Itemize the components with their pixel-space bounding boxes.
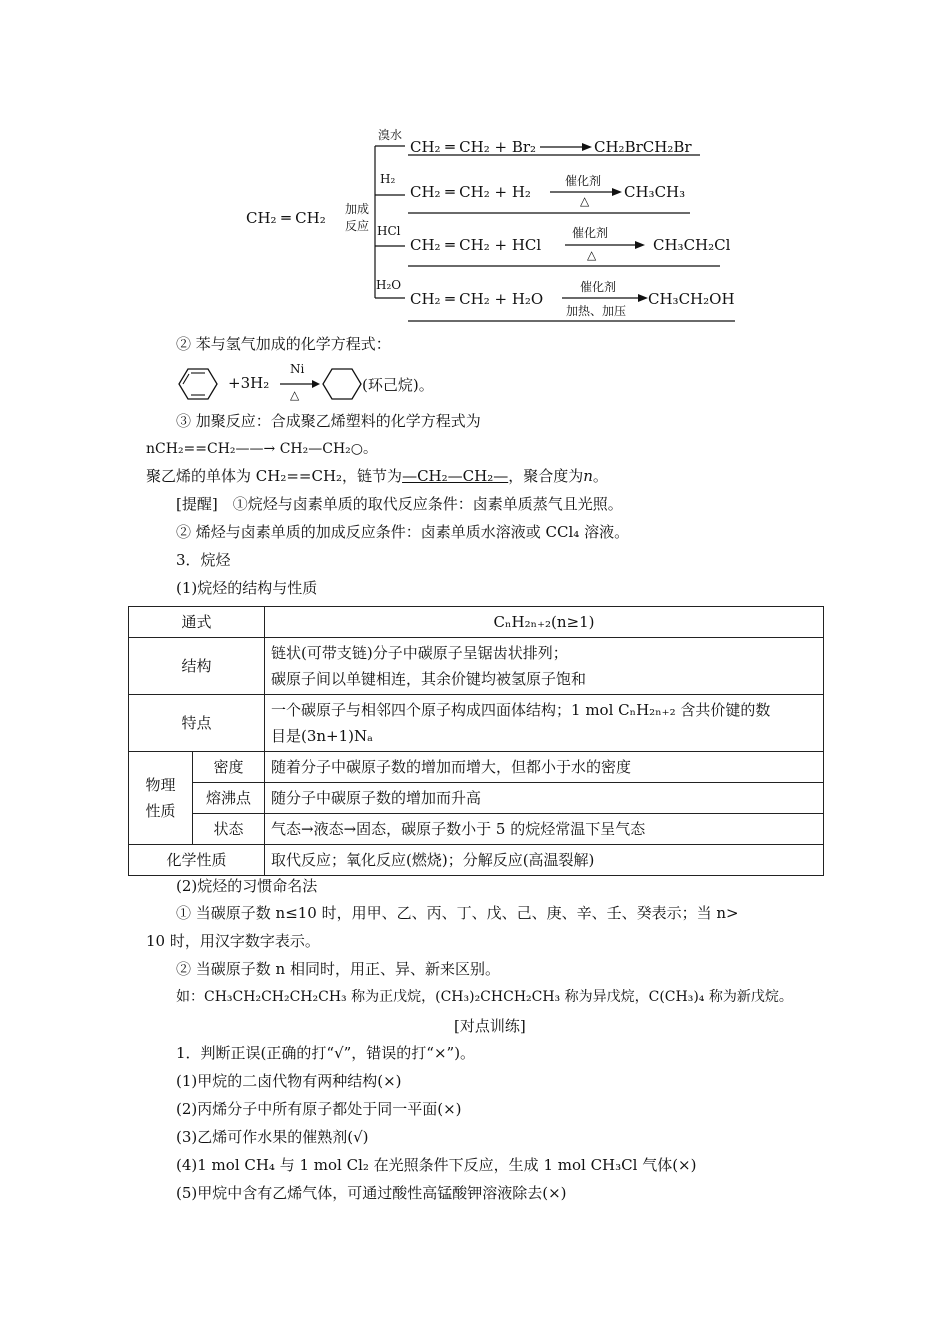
branch-2-cond-bottom: △ — [580, 194, 590, 208]
poly-heading: ③ 加聚反应：合成聚乙烯塑料的化学方程式为 — [176, 412, 481, 430]
branch-3-cond-top: 催化剂 — [572, 226, 609, 240]
poly-chain-link: —CH₂—CH₂— — [402, 467, 509, 485]
poly-monomer-line — [146, 466, 608, 486]
table-value-structure-2: 碳原子间以单键相连，其余价键均被氢原子饱和 — [271, 670, 587, 688]
branch-2-product: CH₃CH₃ — [624, 183, 686, 201]
table-label-feature: 特点 — [129, 695, 265, 752]
branch-2-reagent: H₂ — [380, 172, 396, 186]
poly-equation: nCH₂==CH₂——→ CH₂—CH₂○。 — [146, 441, 378, 457]
table-value-boiling: 随分子中碳原子数的增加而升高 — [265, 783, 824, 814]
branch-1-reagent: 溴水 — [378, 128, 403, 142]
naming-p2: ② 当碳原子数 n 相同时，用正、异、新来区别。 — [176, 960, 500, 978]
branch-3-reagent: HCl — [377, 224, 401, 238]
table-label-state: 状态 — [193, 814, 265, 845]
table-value-chemical: 取代反应；氧化反应(燃烧)；分解反应(高温裂解) — [265, 845, 824, 876]
benzene-ring-icon — [178, 367, 218, 401]
training-item-3: (3)乙烯可作水果的催熟剂(√) — [176, 1128, 369, 1146]
table-row — [129, 638, 824, 695]
table-row — [129, 607, 824, 638]
benzene-cond-bottom: △ — [290, 388, 300, 402]
branch-3-product: CH₃CH₂Cl — [653, 236, 731, 254]
table-label-formula: 通式 — [129, 607, 265, 638]
reactant: CH₂ ═ CH₂ — [246, 209, 326, 227]
section-3-title: 3．烷烃 — [176, 551, 231, 569]
section-3-sub1: (1)烷烃的结构与性质 — [176, 579, 318, 597]
table-value-feature-2: 目是(3n+1)Nₐ — [271, 727, 373, 745]
branch-3-cond-bottom: △ — [587, 248, 597, 262]
poly-monomer-text-b: ，聚合度为 — [508, 467, 584, 485]
benzene-heading: ② 苯与氢气加成的化学方程式： — [176, 335, 391, 353]
tip-1: [提醒] ①烷烃与卤素单质的取代反应条件：卤素单质蒸气且光照。 — [176, 495, 623, 513]
table-label-chemical: 化学性质 — [129, 845, 265, 876]
table-value-feature — [265, 695, 824, 752]
benzene-product-name: (环己烷)。 — [362, 376, 434, 394]
alkane-properties-table — [128, 606, 824, 876]
benzene-cond-top: Ni — [290, 362, 305, 376]
training-title: [对点训练] — [454, 1017, 526, 1035]
table-value-density: 随着分子中碳原子数的增加而增大，但都小于水的密度 — [265, 752, 824, 783]
branch-4-product: CH₃CH₂OH — [648, 290, 735, 308]
tip-2: ② 烯烃与卤素单质的加成反应条件：卤素单质水溶液或 CCl₄ 溶液。 — [176, 523, 630, 541]
branch-label-1: 加成 — [345, 202, 370, 216]
naming-sub2: (2)烷烃的习惯命名法 — [176, 877, 318, 895]
naming-p3: 如：CH₃CH₂CH₂CH₂CH₃ 称为正戊烷，(CH₃)₂CHCH₂CH₃ 称为异戊烷，C(CH₃)₄ 称为新戊烷。 — [176, 989, 793, 1005]
table-value-formula: CₙH₂ₙ₊₂(n≥1) — [265, 607, 824, 638]
naming-p1a: ① 当碳原子数 n≤10 时，用甲、乙、丙、丁、戊、己、庚、辛、壬、癸表示；当 n> — [176, 904, 739, 922]
poly-monomer-text-a: 聚乙烯的单体为 CH₂==CH₂，链节为 — [146, 467, 403, 485]
table-label-density: 密度 — [193, 752, 265, 783]
benzene-plus-h2: +3H₂ — [228, 374, 270, 392]
table-row — [129, 783, 824, 814]
training-item-1: (1)甲烷的二卤代物有两种结构(×) — [176, 1072, 402, 1090]
table-label-physical-2: 性质 — [145, 802, 176, 820]
poly-monomer-text-c: 。 — [592, 467, 608, 485]
table-label-physical — [129, 752, 193, 845]
branch-4-cond-top: 催化剂 — [580, 280, 617, 294]
training-question: 1．判断正误(正确的打“√”，错误的打“×”)。 — [176, 1044, 476, 1062]
branch-4-cond-bottom: 加热、加压 — [566, 304, 627, 318]
training-item-4: (4)1 mol CH₄ 与 1 mol Cl₂ 在光照条件下反应，生成 1 mol CH₃Cl 气体(×) — [176, 1156, 697, 1174]
table-value-state: 气态→液态→固态，碳原子数小于 5 的烷烃常温下呈气态 — [265, 814, 824, 845]
table-label-boiling: 熔沸点 — [193, 783, 265, 814]
branch-2-cond-top: 催化剂 — [565, 174, 602, 188]
branch-2-left: CH₂ ═ CH₂ + H₂ — [410, 183, 531, 201]
table-row — [129, 814, 824, 845]
poly-degree: n — [583, 467, 593, 485]
branch-1-left: CH₂ ═ CH₂ + Br₂ — [410, 138, 537, 156]
table-label-physical-1: 物理 — [145, 776, 176, 794]
table-row — [129, 752, 824, 783]
branch-1-product: CH₂BrCH₂Br — [594, 138, 692, 156]
training-item-5: (5)甲烷中含有乙烯气体，可通过酸性高锰酸钾溶液除去(×) — [176, 1184, 567, 1202]
table-value-feature-1: 一个碳原子与相邻四个原子构成四面体结构；1 mol CₙH₂ₙ₊₂ 含共价键的数 — [271, 701, 771, 719]
branch-4-reagent: H₂O — [376, 278, 402, 292]
branch-label-2: 反应 — [345, 219, 370, 233]
table-value-structure — [265, 638, 824, 695]
training-item-2: (2)丙烯分子中所有原子都处于同一平面(×) — [176, 1100, 462, 1118]
table-label-structure: 结构 — [129, 638, 265, 695]
table-row — [129, 845, 824, 876]
branch-4-left: CH₂ ═ CH₂ + H₂O — [410, 290, 544, 308]
naming-p1b: 10 时，用汉字数字表示。 — [146, 932, 320, 950]
branch-3-left: CH₂ ═ CH₂ + HCl — [410, 236, 542, 254]
benzene-arrow-icon — [280, 380, 320, 388]
table-value-structure-1: 链状(可带支链)分子中碳原子呈锯齿状排列； — [271, 644, 568, 662]
cyclohexane-ring-icon — [322, 367, 362, 401]
table-row — [129, 695, 824, 752]
